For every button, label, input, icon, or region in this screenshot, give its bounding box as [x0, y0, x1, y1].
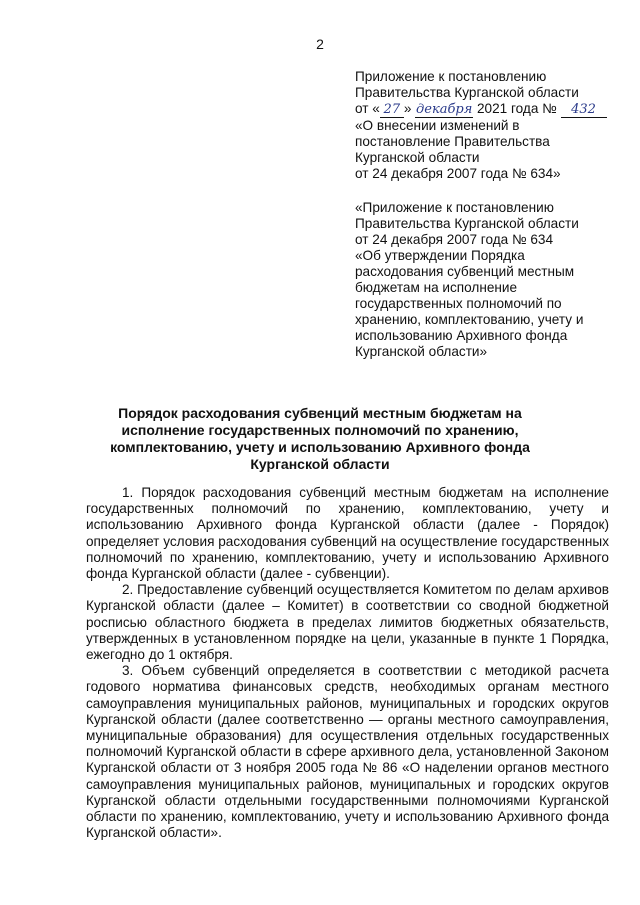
annex-line: Правительства Курганской области: [355, 85, 579, 100]
annex-line: Курганской области»: [355, 344, 488, 359]
annex-line: государственных полномочий по: [355, 296, 562, 311]
date-mid: »: [403, 101, 412, 116]
document-body: [86, 485, 609, 841]
annex-date-line: [355, 101, 615, 118]
paragraph-3: 3. Объем субвенций определяется в соответствии с методикой расчета годового норматива финансовых средств, необходимых органам местного самоуправления муниципальных районов, муниципальных и городских округов Курганской области (далее соответственно — органы местного самоуправления, муниципальные образования) для осуществления отдельных государственных полномочий Курганской области в сфере архивного дела, установленной Законом Курганской области от 3 ноября 2005 года № 86 «О наделении органов местного самоуправления муниципальных районов, муниципальных и городских округов Курганской области отдельными государственными полномочиями Курганской области по хранению, комплектованию, учету и использованию Архивного фонда Курганской области».: [86, 663, 609, 841]
annex-line: Правительства Курганской области: [355, 216, 579, 231]
handwritten-day: 27: [380, 103, 404, 118]
paragraph-2: 2. Предоставление субвенций осуществляется Комитетом по делам архивов Курганской области (далее – Комитет) в соответствии со сводной бюджетной росписью областного бюджета в пределах лимитов бюджетных обязательств, утвержденных в установленном порядке на цели, указанные в пункте 1 Порядка, ежегодно до 1 октября.: [86, 582, 609, 663]
annex-line: Курганской области: [355, 150, 480, 165]
year-text: 2021 года №: [476, 101, 557, 116]
annex-line: хранению, комплектованию, учету и: [355, 312, 584, 327]
annex-line: бюджетам на исполнение: [355, 280, 518, 295]
annex-line: от 24 декабря 2007 года № 634»: [355, 166, 561, 181]
paragraph-1: 1. Порядок расходования субвенций местным бюджетам на исполнение государственных полномочий по хранению, комплектованию, учету и использованию Архивного фонда Курганской области (далее - Порядок) определяет условия расходования субвенций на осуществление государственных полномочий по хранению, комплектованию, учету и использованию Архивного фонда Курганской области (далее - субвенции).: [86, 485, 609, 582]
annex-line: «Об утверждении Порядка: [355, 248, 525, 263]
annex-original-header: [355, 200, 615, 360]
date-prefix: от «: [355, 101, 380, 116]
handwritten-month: декабря: [416, 102, 473, 117]
annex-line: «Приложение к постановлению: [355, 200, 554, 215]
annex-line: от 24 декабря 2007 года № 634: [355, 232, 554, 247]
annex-line: постановление Правительства: [355, 134, 550, 149]
handwritten-number: 432: [561, 103, 607, 118]
document-title: Порядок расходования субвенций местным бюджетам на исполнение государственных полномочий по хранению, комплектованию, учету и использованию Архивного фонда Курганской области: [110, 405, 530, 472]
annex-line: «О внесении изменений в: [355, 118, 520, 133]
annex-line: Приложение к постановлению: [355, 69, 547, 84]
annex-header: [355, 69, 615, 182]
annex-line: использованию Архивного фонда: [355, 328, 568, 343]
page-number: 2: [316, 36, 324, 52]
annex-line: расходования субвенций местным: [355, 264, 575, 279]
